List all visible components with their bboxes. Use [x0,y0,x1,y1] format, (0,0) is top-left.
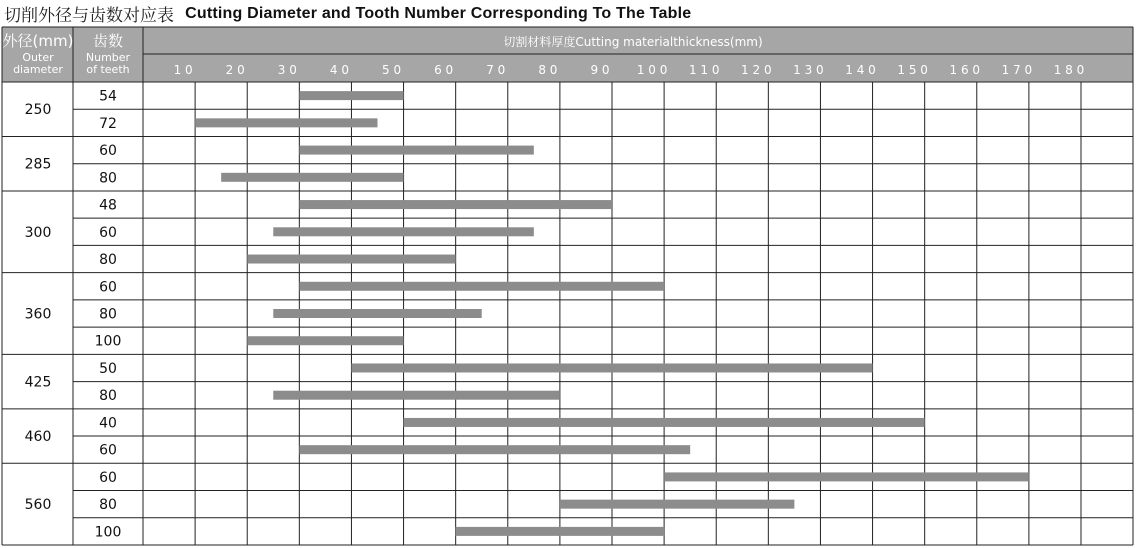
diameter-label: 285 [24,156,52,173]
teeth-label: 60 [99,279,117,296]
range-bar [221,173,403,182]
teeth-label: 80 [99,388,117,405]
x-tick-label: 2 0 [225,63,245,77]
x-tick-label: 1 6 0 [949,63,981,77]
teeth-label: 40 [99,415,117,432]
range-bar [195,118,377,127]
header-thickness-label: 切割材料厚度Cutting materialthickness(mm) [503,35,763,49]
diameter-label: 460 [24,429,52,446]
teeth-label: 72 [99,115,117,132]
x-tick-label: 1 7 0 [1001,63,1033,77]
teeth-label: 80 [99,252,117,269]
range-bar [404,418,925,427]
range-bar [299,200,612,209]
range-bar [299,282,664,291]
x-tick-label: 7 0 [486,63,506,77]
header-teeth-en-2: of teeth [86,63,130,76]
teeth-label: 60 [99,143,117,160]
range-bar [247,336,403,345]
range-bar [299,91,403,100]
teeth-label: 60 [99,469,117,486]
teeth-label: 80 [99,306,117,323]
header-diameter-en-2: diameter [13,63,63,76]
teeth-label: 100 [94,333,122,350]
range-bar [273,309,481,318]
range-bar [299,146,534,155]
chart-title-cn: 切削外径与齿数对应表 [4,6,174,26]
range-bar [273,391,560,400]
teeth-label: 54 [99,88,117,105]
range-bar [664,472,1029,481]
x-tick-label: 1 3 0 [793,63,824,77]
header-teeth-en-1: Number [85,51,131,64]
header-diameter-cn: 外径(mm) [2,32,74,50]
diameter-label: 560 [24,497,52,514]
diameter-label: 425 [24,374,52,391]
range-bar [247,255,455,264]
x-tick-label: 6 0 [434,63,454,77]
x-tick-label: 9 0 [590,63,610,77]
header-teeth-cn: 齿数 [92,32,124,50]
x-tick-label: 1 5 0 [897,63,928,77]
diameter-label: 250 [24,102,52,119]
x-tick-label: 5 0 [382,63,402,77]
teeth-label: 100 [94,524,122,541]
teeth-label: 60 [99,224,117,241]
x-tick-label: 4 0 [329,63,349,77]
chart-title-en: Cutting Diameter and Tooth Number Corresponding To The Table [185,4,692,22]
teeth-label: 60 [99,442,117,459]
x-tick-label: 1 4 0 [845,63,876,77]
x-tick-label: 1 0 [173,63,193,77]
teeth-label: 80 [99,497,117,514]
x-tick-label: 3 0 [277,63,297,77]
range-bar [273,227,534,236]
teeth-label: 50 [99,360,117,377]
teeth-label: 48 [99,197,117,214]
header-diameter-en-1: Outer [22,51,54,64]
diameter-label: 360 [24,306,52,323]
range-bar [456,527,664,536]
x-tick-label: 1 2 0 [741,63,772,77]
teeth-label: 80 [99,170,117,187]
x-tick-label: 8 0 [538,63,558,77]
range-bar [351,363,872,372]
x-tick-label: 1 1 0 [688,63,720,77]
x-tick-label: 1 0 0 [636,63,668,77]
range-bar [560,500,795,509]
diameter-label: 300 [24,224,52,241]
range-bar [299,445,690,454]
x-tick-label: 1 8 0 [1053,63,1085,77]
